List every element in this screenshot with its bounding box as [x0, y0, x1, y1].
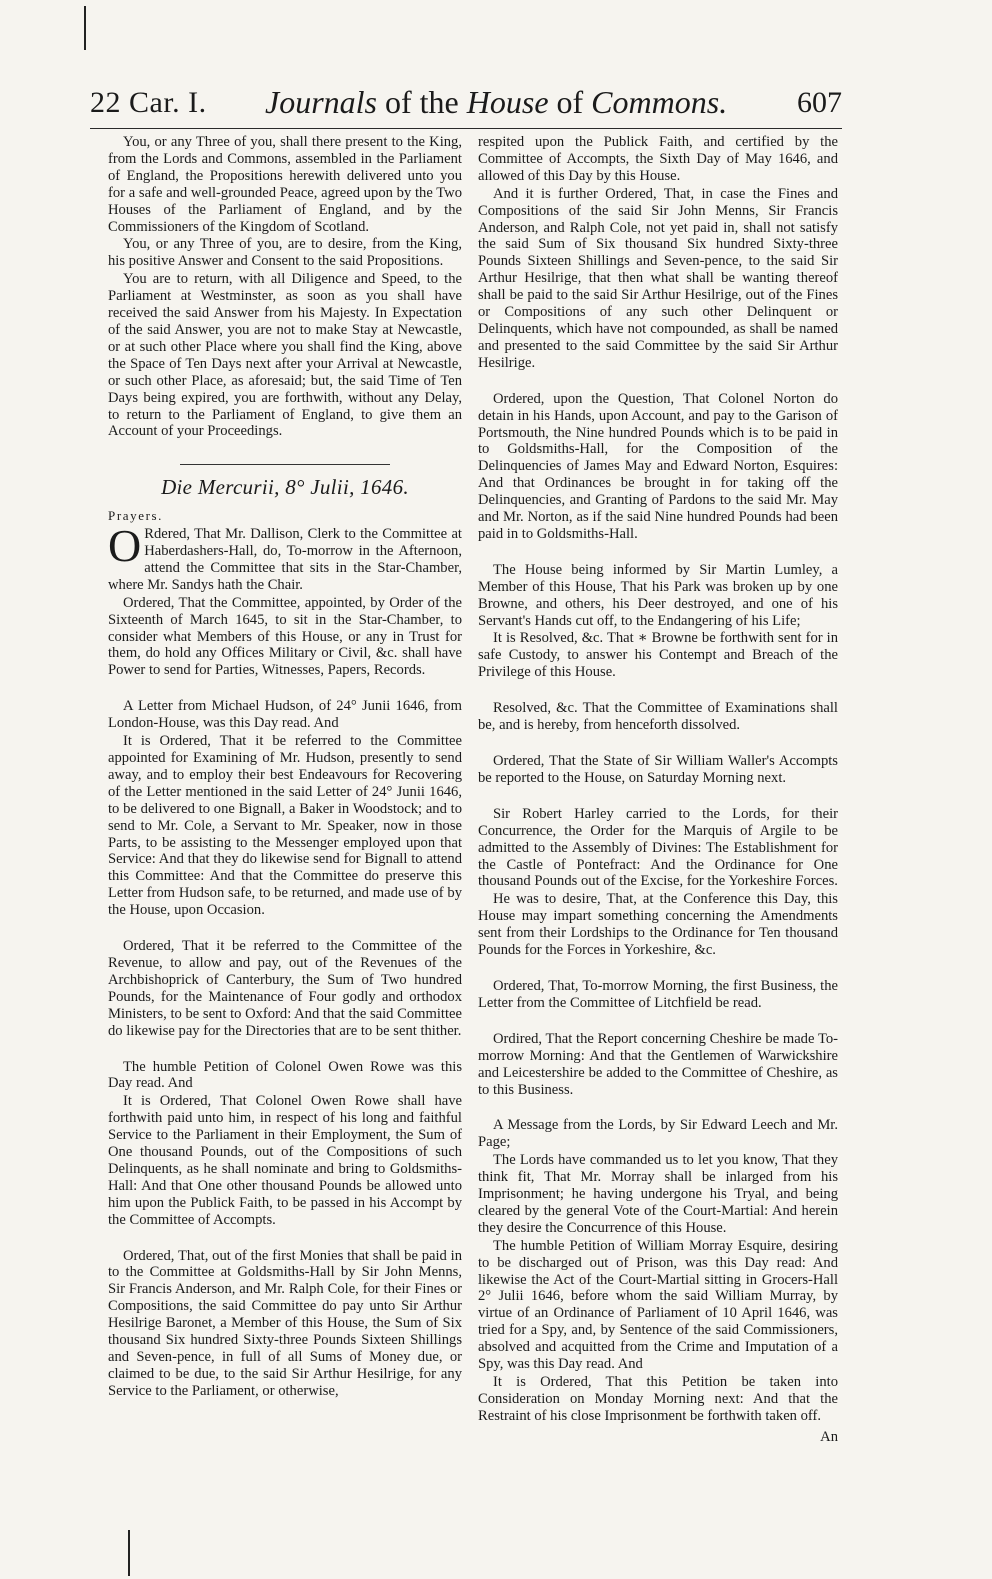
date-heading: Die Mercurii, 8° Julii, 1646.	[161, 475, 409, 500]
right-column	[478, 134, 838, 1446]
paragraph: It is Ordered, That this Petition be taken into Consideration on Monday Morning next: And that the Restraint of his close Imprisonment be forthwith taken off.	[478, 1374, 838, 1424]
paragraph: Ordered, That the State of Sir William Waller's Accompts be reported to the House, on Saturday Morning next.	[478, 753, 838, 786]
paragraph: Sir Robert Harley carried to the Lords, for their Concurrence, the Order for the Marquis of Argile to be admitted to the Assembly of Divines: The Establishment for the Castle of Pontefract: And the Ordinance for One thousand Pounds out of the Excise, for the Yorkeshire Forces.	[478, 805, 838, 890]
title-word-house: House	[466, 84, 549, 120]
paragraph: Ordered, upon the Question, That Colonel Norton do detain in his Hands, upon Account, and pay to the Garison of Portsmouth, the Nine hundred Pounds which is to be paid in to Goldsmiths-Hall, for the Composition of the Delinquencies of James May and Edward Norton, Esquires: And that Ordinances be brought in for taking off the Delinquencies, and Granting of Pardons to the said Mr. May and Mr. Norton, as if the said Nine hundred Pounds had been paid in to Goldsmiths-Hall.	[478, 390, 838, 542]
paragraph-text: Rdered, That Mr. Dallison, Clerk to the Committee at Haberdashers-Hall, do, To-morrow in the Afternoon, attend the Committee that sits in the Star-Chamber, where Mr. Sandys hath the Chair.	[108, 526, 462, 593]
paragraph: The House being informed by Sir Martin Lumley, a Member of this House, That his Park was broken up by one Browne, and others, his Deer destroyed, and one of his Servant's Hands cut off, to the Endangering of his Life;	[478, 561, 838, 629]
header-rule	[90, 128, 842, 129]
title-word-of: of	[385, 84, 412, 120]
paragraph: A Letter from Michael Hudson, of 24° Junii 1646, from London-House, was this Day read. And	[108, 698, 462, 732]
margin-mark-bottom	[128, 1530, 130, 1576]
prayers-label: Prayers.	[108, 508, 164, 524]
catchword: An	[820, 1428, 838, 1445]
paragraph: You are to return, with all Diligence and Speed, to the Parliament at Westminster, as soon as you shall have received the said Answer from his Majesty. In Expectation of the said Answer, you are not to make Stay at Newcastle, or at such other Place where you shall find the King, above the Space of Ten Days next after your Arrival at Newcastle, or such other Place, as aforesaid; but, the said Time of Ten Days being expired, you are forthwith, without any Delay, to return to the Parliament of England, to give them an Account of your Proceedings.	[108, 271, 462, 440]
title-word-journals: Journals	[265, 84, 377, 120]
paragraph: The humble Petition of Colonel Owen Rowe was this Day read. And	[108, 1058, 462, 1092]
paragraph: Ordered, That the Committee, appointed, by Order of the Sixteenth of March 1645, to sit in the Star-Chamber, to consider what Members of this House, or any in Trust for them, do hold any Offices Military or Civil, &c. shall have Power to send for Parties, Witnesses, Papers, Records.	[108, 594, 462, 679]
paragraph: And it is further Ordered, That, in case the Fines and Compositions of the said Sir John Menns, Sir Francis Anderson, and Ralph Cole, not yet paid in, shall not satisfy the said Sum of Six thousand Six hundred Sixty-three Pounds Sixteen Shillings and Seven-pence, to the said Sir Arthur Hesilrige, that then what shall be wanting thereof shall be paid to the said Sir Arthur Hesilrige, out of the Fines or Compositions of any such other Delinquent or Delinquents, which have not compounded, as shall be named and presented to the said Committee by the said Sir Arthur Hesilrige.	[478, 185, 838, 371]
paragraph: Ordered, That, To-morrow Morning, the first Business, the Letter from the Committee of Litchfield be read.	[478, 977, 838, 1011]
page-number: 607	[797, 86, 842, 119]
section-divider	[180, 464, 390, 465]
paragraph-with-dropcap	[108, 520, 462, 594]
paragraph: The Lords have commanded us to let you know, That they think fit, That Mr. Morray shall be inlarged from his Imprisonment; he having undergone his Tryal, and being cleared by the general Vote of the Court-Martial: And herein they desire the Concurrence of this House.	[478, 1152, 838, 1236]
margin-mark-top	[84, 6, 86, 50]
title-word-commons: Commons.	[591, 84, 728, 120]
title-word-the: the	[419, 84, 459, 120]
drop-cap: O	[108, 520, 142, 572]
paragraph: Ordired, That the Report concerning Cheshire be made To-morrow Morning: And that the Gentlemen of Warwickshire and Leicestershire be added to the Committee of Cheshire, as to this Business.	[478, 1030, 838, 1098]
paragraph: Resolved, &c. That the Committee of Examinations shall be, and is hereby, from henceforth dissolved.	[478, 700, 838, 734]
paragraph: You, or any Three of you, shall there present to the King, from the Lords and Commons, assembled in the Parliament of England, the Propositions herewith delivered unto you for a safe and well-grounded Peace, agreed upon by the Two Houses of the Parliament of England, and by the Commissioners of the Kingdom of Scotland.	[108, 134, 462, 235]
paragraph: The humble Petition of William Morray Esquire, desiring to be discharged out of Prison, was this Day read: And likewise the Act of the Court-Martial sitting in Grocers-Hall 2° Julii 1646, before whom the said William Murray, by virtue of an Ordinance of Parliament of 10 April 1646, was tried for a Spy, and, by Sentence of the said Commissioners, absolved and acquitted from the Crime and Imputation of a Spy, was this Day read. And	[478, 1237, 838, 1373]
reign-label: 22 Car. I.	[90, 86, 207, 119]
paragraph: A Message from the Lords, by Sir Edward Leech and Mr. Page;	[478, 1117, 838, 1151]
left-column	[108, 134, 462, 1401]
paragraph: respited upon the Publick Faith, and certified by the Committee of Accompts, the Sixth Day of May 1646, and allowed of this Day by this House.	[478, 134, 838, 184]
paragraph: You, or any Three of you, are to desire, from the King, his positive Answer and Consent to the said Propositions.	[108, 236, 462, 270]
paragraph: It is Resolved, &c. That ∗ Browne be forthwith sent for in safe Custody, to answer his Contempt and Breach of the Privilege of this House.	[478, 630, 838, 681]
paragraph: Ordered, That it be referred to the Committee of the Revenue, to allow and pay, out of the Revenues of the Archbishoprick of Canterbury, the Sum of Two hundred Pounds, for the Maintenance of Four godly and orthodox Ministers, to be sent to Oxford: And that the said Committee do likewise pay for the Directories that are to be sent thither.	[108, 938, 462, 1039]
paragraph: He was to desire, That, at the Conference this Day, this House may impart something concerning the Amendments sent from their Lordships to the Ordinance for Ten thousand Pounds for the Forces in Yorkeshire, &c.	[478, 891, 838, 959]
page-header	[90, 80, 842, 130]
title-word-of-2: of	[556, 84, 584, 120]
journal-title	[265, 84, 727, 121]
paragraph: It is Ordered, That it be referred to the Committee appointed for Examining of Mr. Hudson, presently to send away, and to employ their best Endeavours for Recovering of the Letter mentioned in the said Letter of 24° Junii 1646, to be delivered to one Bignall, a Baker in Woodstock; and to send to Mr. Cole, a Servant to Mr. Speaker, now in those Parts, to be assisting to the Messenger employed upon that Service: And that they do likewise send for Bignall to attend this Committee: And that the Committee do preserve this Letter from Hudson safe, to be returned, and made use of by the House, upon Occasion.	[108, 733, 462, 919]
paragraph: Ordered, That, out of the first Monies that shall be paid in to the Committee at Goldsmiths-Hall by Sir John Menns, Sir Francis Anderson, and Mr. Ralph Cole, for their Fines or Compositions, the said Committee do pay unto Sir Arthur Hesilrige Baronet, a Member of this House, the Sum of Six thousand Six hundred Sixty-three Pounds Sixteen Shillings and Seven-pence, in full of all Sums of Money due, or claimed to be due, to the said Sir Arthur Hesilrige, for any Service to the Parliament, or otherwise,	[108, 1247, 462, 1399]
paragraph: It is Ordered, That Colonel Owen Rowe shall have forthwith paid unto him, in respect of his long and faithful Service to the Parliament in their Employment, the Sum of One thousand Pounds, out of the Compositions of such Delinquents, as he shall nominate and bring to Goldsmiths-Hall: And that One other thousand Pounds be allowed unto him upon the Publick Faith, to be passed in his Accompt by the Committee of Accompts.	[108, 1093, 462, 1228]
